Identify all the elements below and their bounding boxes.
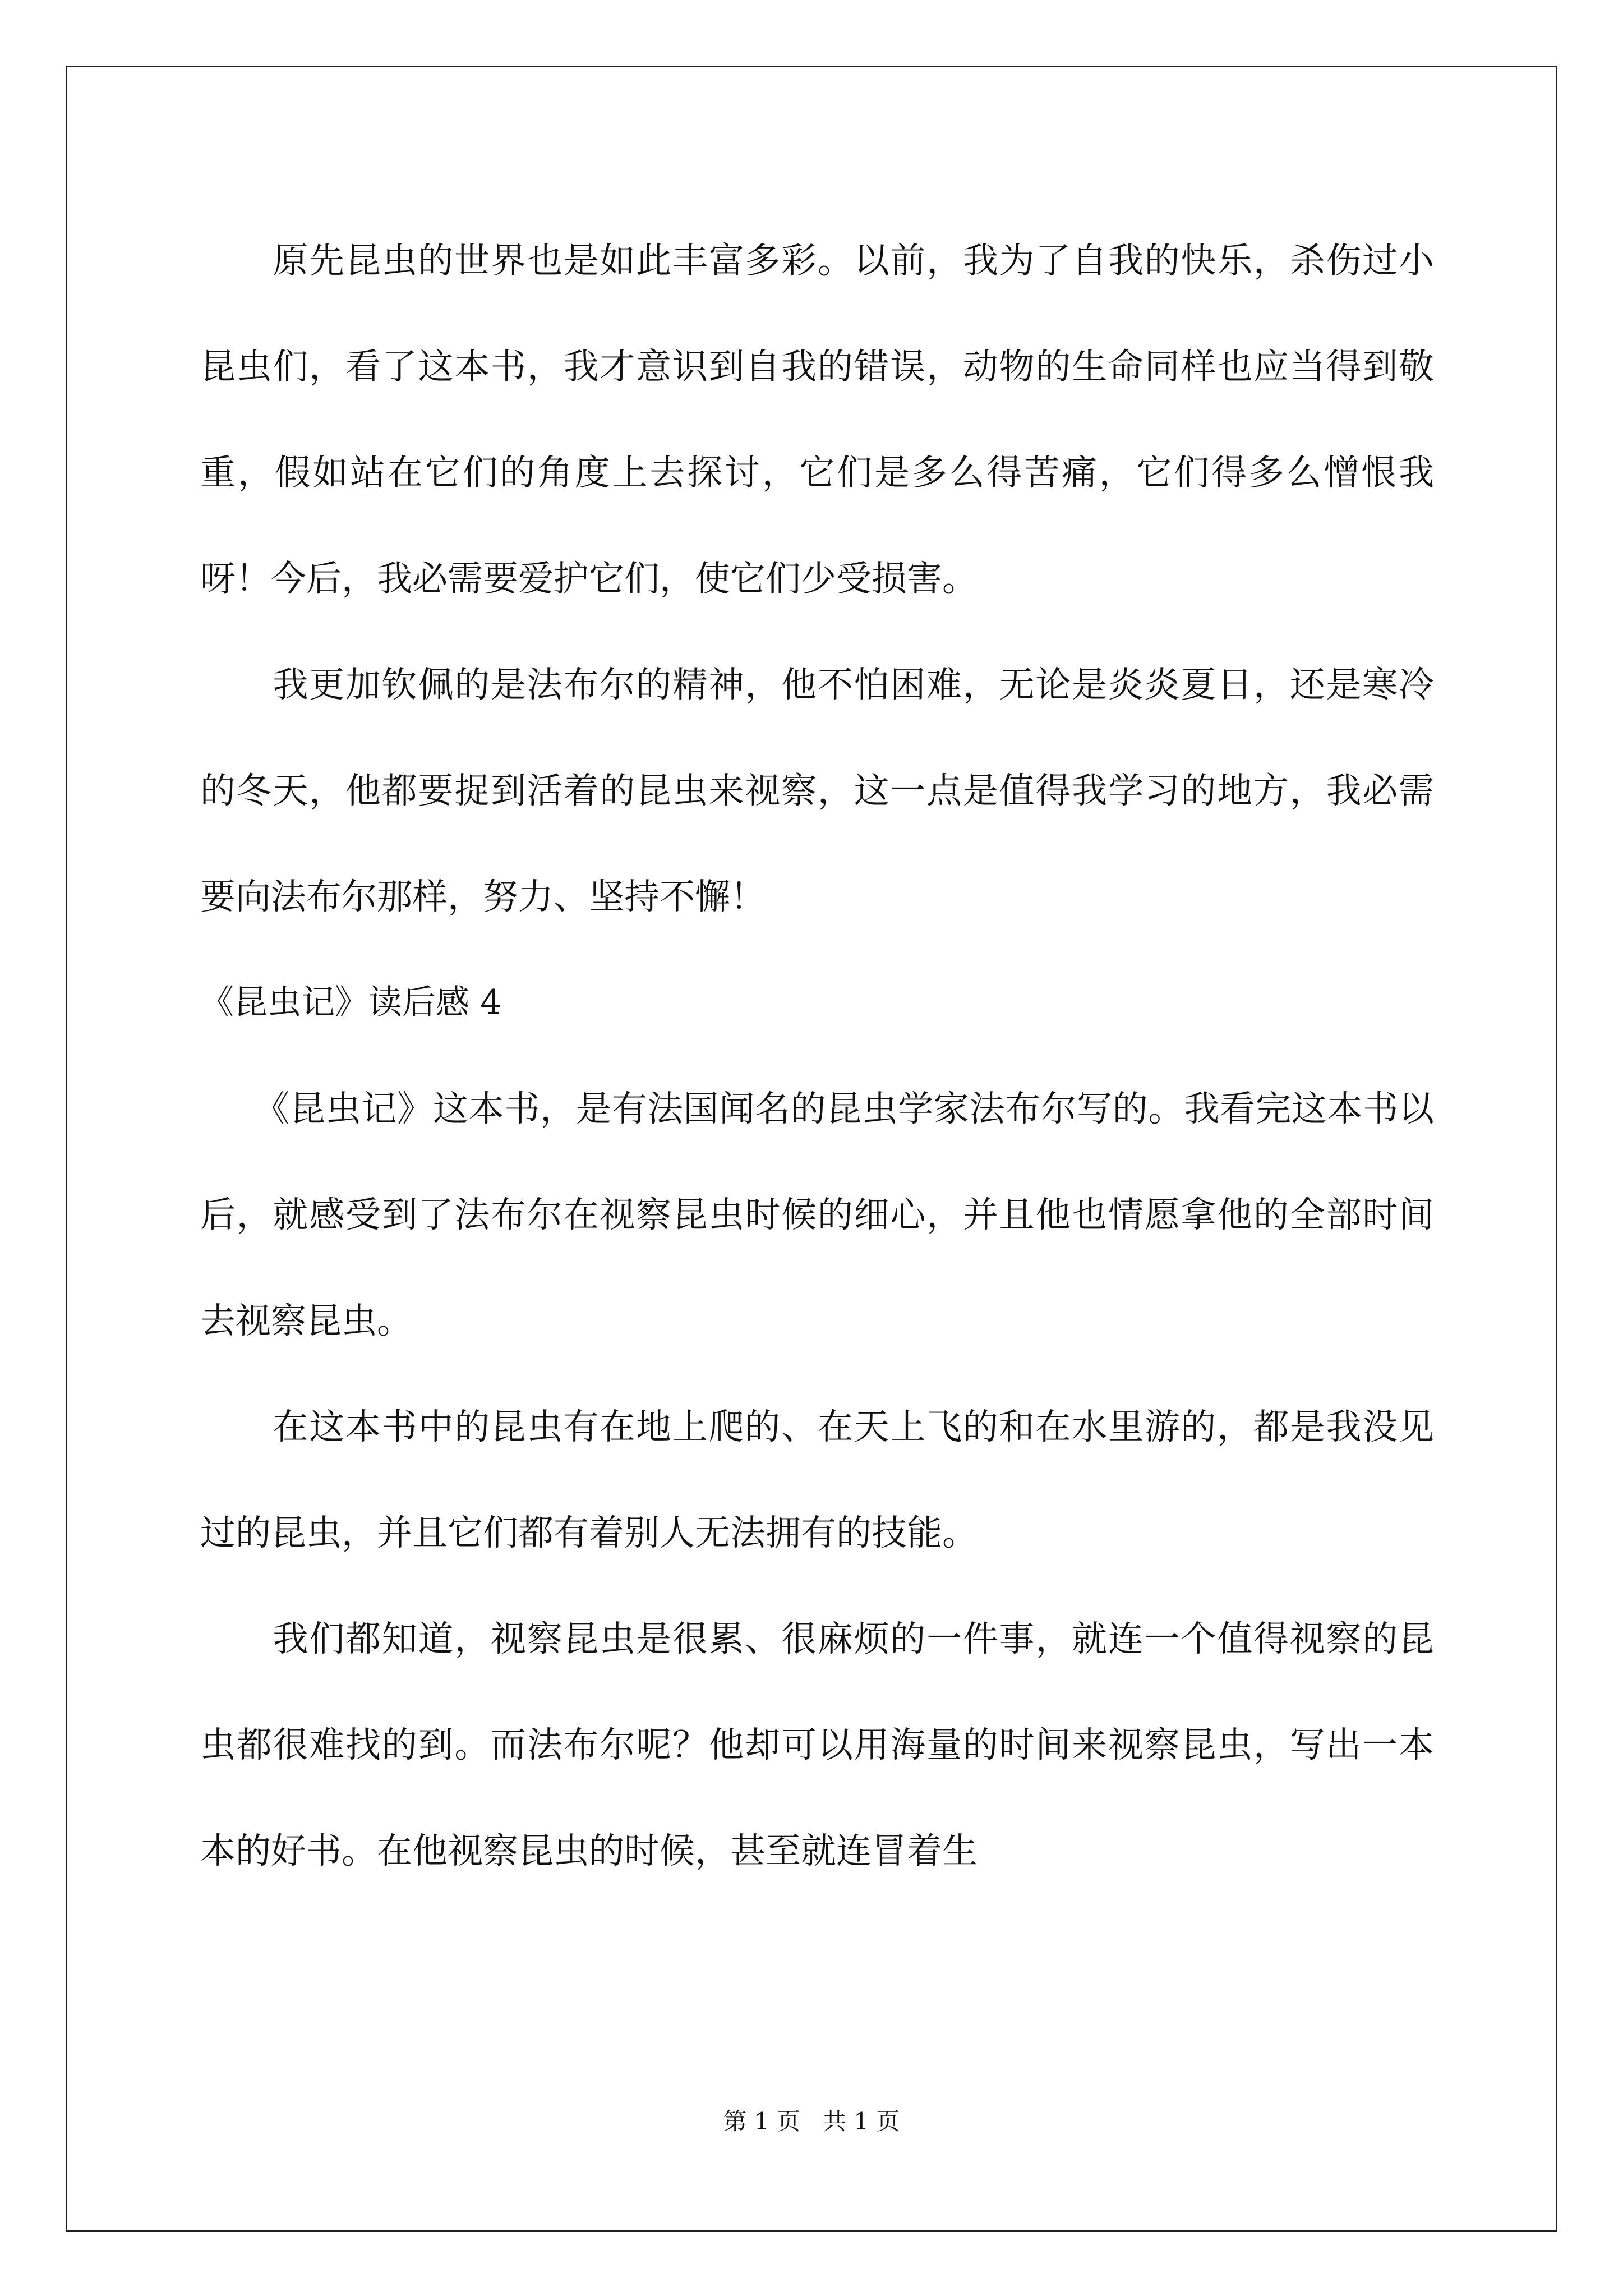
section-title: 《昆虫记》读后感 4: [200, 983, 502, 1022]
document-body: [200, 208, 1434, 1904]
page-number-current: 第 1 页: [723, 2108, 800, 2135]
page-number-total: 共 1 页: [823, 2108, 900, 2135]
paragraph-insect-kinds: 在这本书中的昆虫有在地上爬的、在天上飞的和在水里游的，都是我没见过的昆虫，并且它们都有着别人无法拥有的技能。: [200, 1406, 1434, 1553]
paragraph-insects-world: 原先昆虫的世界也是如此丰富多彩。以前，我为了自我的快乐，杀伤过小昆虫们，看了这本书，我才意识到自我的错误，动物的生命同样也应当得到敬重，假如站在它们的角度上去探讨，它们是多么得苦痛，它们得多么憎恨我呀！今后，我必需要爱护它们，使它们少受损害。: [200, 240, 1434, 599]
paragraph-fabre-spirit: 我更加钦佩的是法布尔的精神，他不怕困难，无论是炎炎夏日，还是寒冷的冬天，他都要捉到活着的昆虫来视察，这一点是值得我学习的地方，我必需要向法布尔那样，努力、坚持不懈！: [200, 664, 1434, 917]
page-footer: [0, 2105, 1623, 2138]
paragraph-observation: 我们都知道，视察昆虫是很累、很麻烦的一件事，就连一个值得视察的昆虫都很难找的到。而法布尔呢？他却可以用海量的时间来视察昆虫，写出一本本的好书。在他视察昆虫的时候，甚至就连冒着生: [200, 1618, 1434, 1871]
paragraph-book-intro: 《昆虫记》这本书，是有法国闻名的昆虫学家法布尔写的。我看完这本书以后，就感受到了法布尔在视察昆虫时候的细心，并且他也情愿拿他的全部时间去视察昆虫。: [200, 1088, 1434, 1341]
